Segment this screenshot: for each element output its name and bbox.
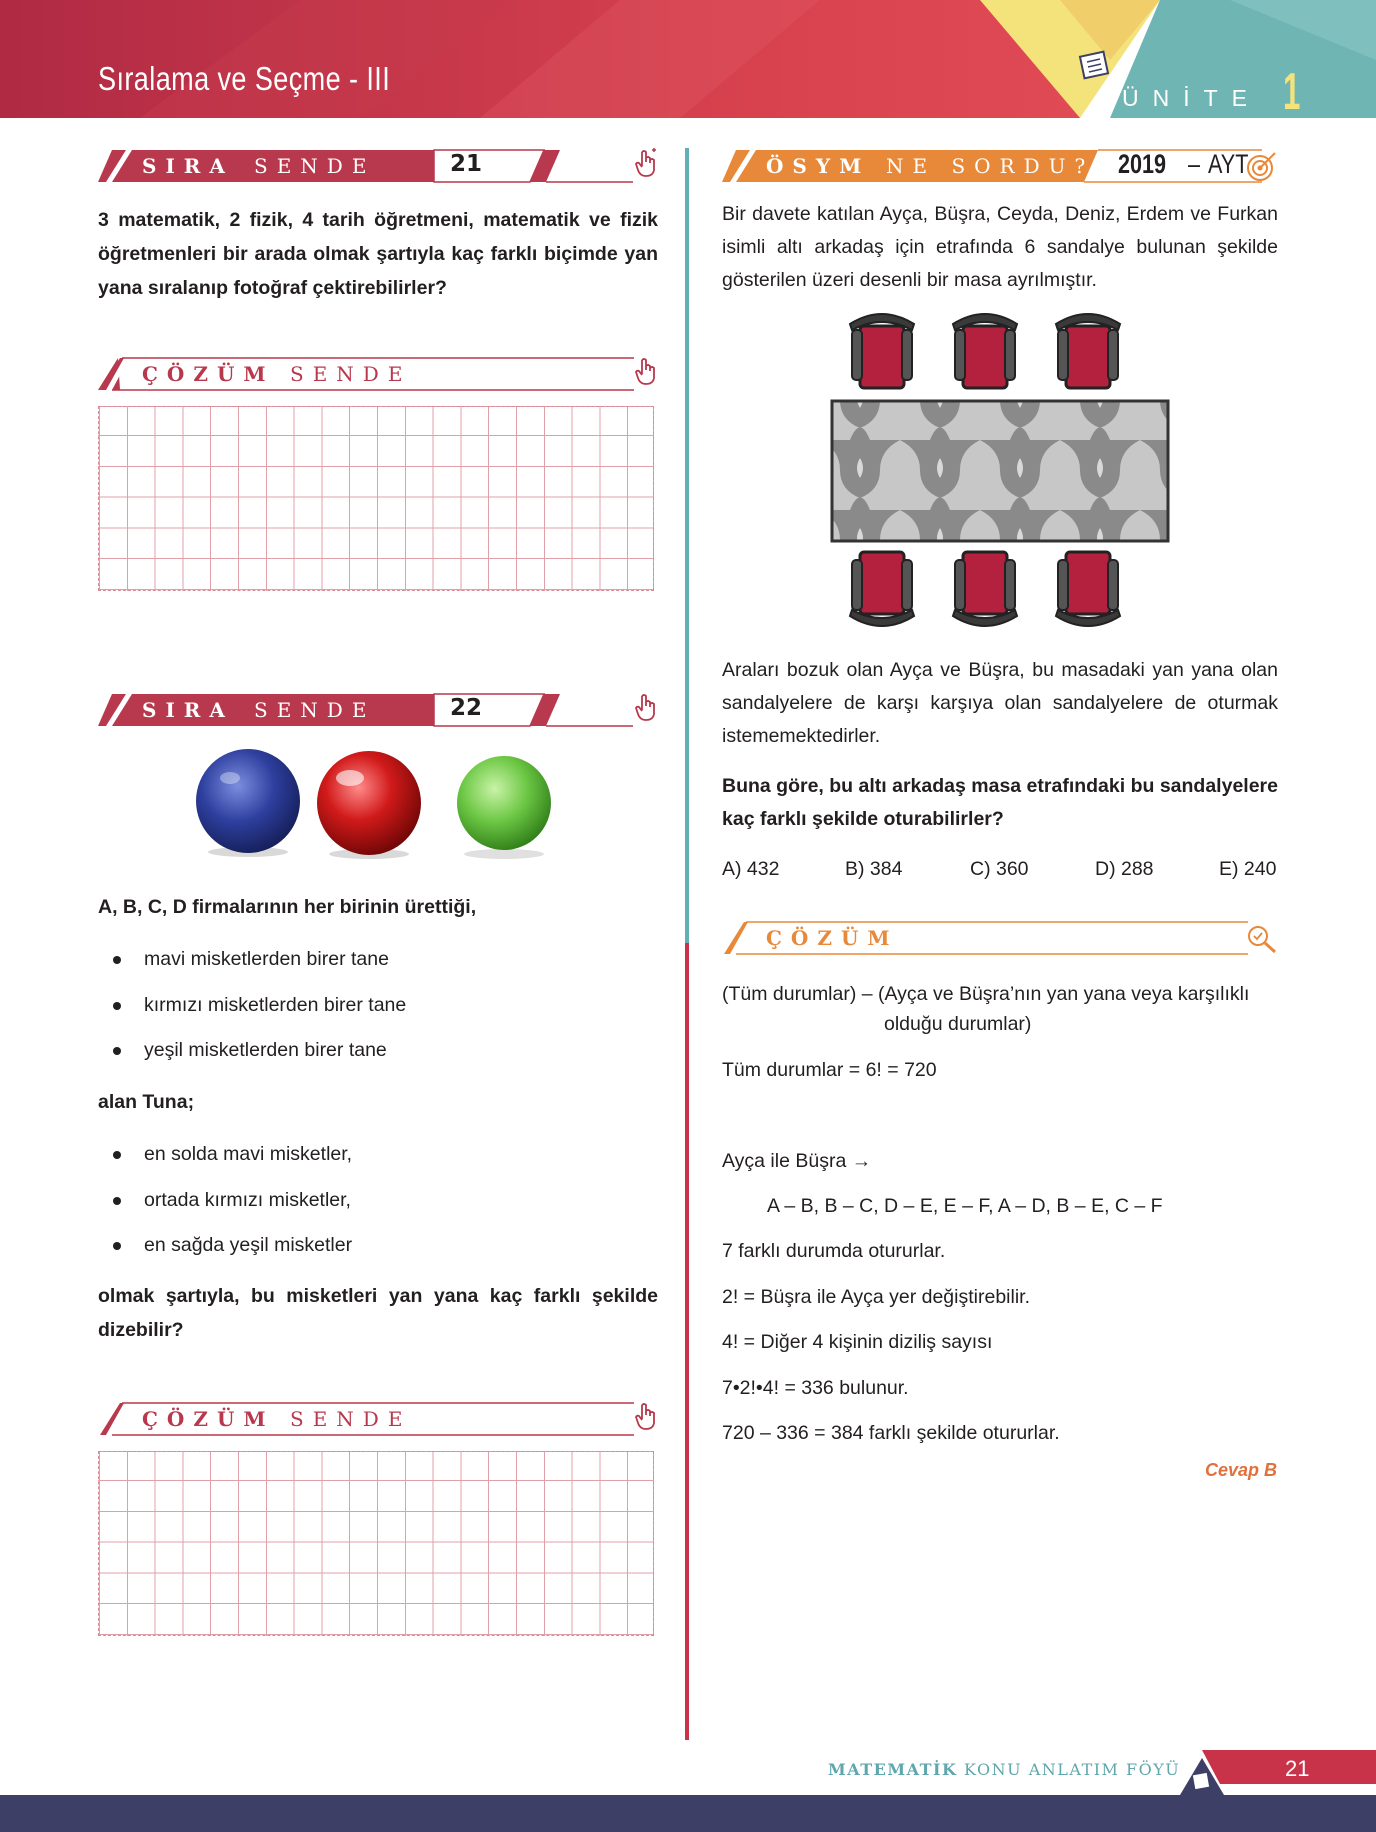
question-21-text: 3 matematik, 2 fizik, 4 tarih öğretmeni, matematik ve fizik öğretmenleri bir arada olmak şartıyla kaç farklı biçimde yan yana sıralanıp fotoğraf çektirebilirler?: [98, 209, 658, 299]
solution-line: 7•2!•4! = 336 bulunur.: [722, 1377, 909, 1399]
cozum-sende-banner-2: [98, 1401, 658, 1437]
exam-name: AYT: [1208, 149, 1249, 179]
bullet-list-1: [98, 944, 406, 1081]
pointing-hand-icon: [632, 148, 660, 178]
list-item: ortada kırmızı misketler,: [98, 1185, 352, 1231]
chair-top-1: [850, 314, 914, 388]
option-d[interactable]: D) 288: [1095, 858, 1154, 880]
solution-line: 720 – 336 = 384 farklı şekilde otururlar.: [722, 1422, 1060, 1444]
column-divider-top: [685, 148, 689, 943]
page-number: 21: [1285, 1756, 1310, 1781]
question-text: Buna göre, bu altı arkadaş masa etrafındaki bu sandalyelere kaç farklı şekilde oturabilirler?: [722, 775, 1278, 830]
marbles-image: [190, 748, 560, 860]
sira-sende-22-banner: [98, 692, 658, 728]
banner-word-ne-sordu: NE SORDU?: [886, 154, 1095, 178]
footer-band: [0, 1795, 1376, 1832]
banner-word-cozum: ÇÖZÜM: [766, 926, 899, 950]
list-item: yeşil misketlerden birer tane: [98, 1035, 406, 1081]
blue-marble: [196, 749, 300, 853]
page-title: Sıralama ve Seçme - III: [98, 60, 391, 97]
solution-line: A – B, B – C, D – E, E – F, A – D, B – E, C – F: [767, 1195, 1163, 1217]
chair-top-3: [1056, 314, 1120, 388]
green-marble: [457, 756, 551, 850]
chair-top-2: [953, 314, 1017, 388]
question-intro: Bir davete katılan Ayça, Büşra, Ceyda, Deniz, Erdem ve Furkan isimli altı arkadaş için etrafında 6 sandalye bulunan şekilde gösterilen üzeri desenli bir masa ayrılmıştır.: [722, 203, 1278, 291]
chair-bottom-2: [953, 552, 1017, 626]
solution-line: Tüm durumlar = 6! = 720: [722, 1059, 937, 1081]
red-marble: [317, 751, 421, 855]
pointing-hand-icon: [632, 356, 660, 386]
table-chairs-figure: [820, 300, 1180, 640]
option-c[interactable]: C) 360: [970, 858, 1029, 880]
exam-dash: –: [1188, 149, 1201, 179]
banner-word-sira: SIRA: [142, 698, 234, 722]
question-number: 21: [450, 151, 483, 177]
banner-word-osym: ÖSYM: [766, 154, 871, 178]
banner-word-sende: SENDE: [254, 698, 376, 722]
pointing-hand-icon: [632, 1401, 660, 1431]
solution-line: 2! = Büşra ile Ayça yer değiştirebilir.: [722, 1286, 1031, 1308]
exam-year: 2019: [1118, 149, 1167, 179]
banner-word-sende: SENDE: [290, 362, 412, 386]
answer-grid-1[interactable]: [98, 406, 654, 591]
question-22-intro: A, B, C, D firmalarının her birinin ürettiği,: [98, 896, 477, 918]
list-item: kırmızı misketlerden birer tane: [98, 990, 406, 1036]
banner-word-sira: SIRA: [142, 154, 234, 178]
answer-options: [722, 858, 1278, 888]
solution-line: Ayça ile Büşra →: [722, 1150, 872, 1172]
bullet-list-2: [98, 1139, 352, 1276]
banner-word-sende: SENDE: [254, 154, 376, 178]
banner-word-sende: SENDE: [290, 1407, 412, 1431]
patterned-table: [832, 401, 1168, 541]
question-paragraph: Araları bozuk olan Ayça ve Büşra, bu masadaki yan yana olan sandalyelere de karşı karşıya olan sandalyelere de oturmak istememektedirler.: [722, 659, 1278, 747]
answer-grid-2[interactable]: [98, 1451, 654, 1636]
footer-brand: [828, 1760, 1180, 1779]
chair-bottom-1: [850, 552, 914, 626]
list-item: en solda mavi misketler,: [98, 1139, 352, 1185]
list-item: mavi misketlerden birer tane: [98, 944, 406, 990]
footer-brand-bold: MATEMATİK: [828, 1760, 958, 1779]
footer-tab: [1180, 1750, 1376, 1800]
chair-bottom-3: [1056, 552, 1120, 626]
target-icon: [1246, 150, 1278, 182]
option-a[interactable]: A) 432: [722, 858, 780, 880]
solution-line: (Tüm durumlar) – (Ayça ve Büşra’nın yan yana veya karşılıklı: [722, 983, 1250, 1005]
option-b[interactable]: B) 384: [845, 858, 903, 880]
option-e[interactable]: E) 240: [1219, 858, 1277, 880]
osym-ne-sordu-banner: [722, 148, 1278, 184]
footer-brand-rest: KONU ANLATIM FÖYÜ: [957, 1760, 1181, 1779]
banner-word-cozum: ÇÖZÜM: [142, 1407, 275, 1431]
banner-word-cozum: ÇÖZÜM: [142, 362, 275, 386]
answer-label: Cevap B: [1205, 1460, 1278, 1480]
column-divider-bottom: [685, 943, 689, 1740]
question-number: 22: [450, 695, 483, 721]
pointing-hand-icon: [632, 692, 660, 722]
solution-line: 4! = Diğer 4 kişinin diziliş sayısı: [722, 1331, 993, 1353]
unit-label: ÜNİTE: [1122, 85, 1261, 111]
sira-sende-21-banner: [98, 148, 658, 184]
cozum-sende-banner-1: [98, 356, 658, 392]
question-22-text: olmak şartıyla, bu misketleri yan yana kaç farklı şekilde dizebilir?: [98, 1285, 658, 1341]
worksheet-icon: [1080, 52, 1108, 79]
solution-line: 7 farklı durumda otururlar.: [722, 1240, 946, 1262]
solution-line: olduğu durumlar): [884, 1013, 1032, 1035]
question-22-mid: alan Tuna;: [98, 1091, 195, 1113]
list-item: en sağda yeşil misketler: [98, 1230, 352, 1276]
unit-number: 1: [1283, 63, 1301, 121]
cozum-banner: [722, 920, 1278, 956]
magnifier-icon: [1246, 924, 1278, 954]
page-header: [0, 0, 1376, 121]
